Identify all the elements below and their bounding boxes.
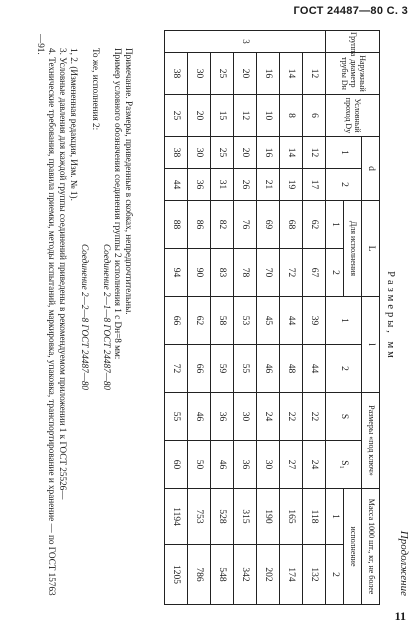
table-cell: 44 (280, 297, 303, 345)
table-cell: 202 (257, 545, 280, 605)
notes-block (35, 34, 134, 600)
table-cell: 72 (165, 345, 188, 393)
col-mass-2: 2 (326, 545, 344, 605)
table-cell: 14 (280, 53, 303, 95)
table-cell: 86 (188, 201, 211, 249)
table-cell: 72 (280, 249, 303, 297)
table-row (280, 31, 303, 605)
table-cell: 46 (188, 393, 211, 441)
table-cell: 55 (234, 345, 257, 393)
table-cell: 83 (211, 249, 234, 297)
col-l-1: 1 (326, 297, 362, 345)
table-cell: 53 (234, 297, 257, 345)
table-cell: 17 (303, 169, 326, 201)
note-same: То же, исполнения 2: (91, 48, 101, 131)
table-cell: 30 (188, 137, 211, 169)
table-row (234, 31, 257, 605)
table-cell: 90 (188, 249, 211, 297)
table-cell: 30 (188, 53, 211, 95)
table-cell: 44 (303, 345, 326, 393)
table-cell: 25 (211, 53, 234, 95)
col-l: l (362, 297, 380, 393)
col-mass: Масса 1000 шт., кг, не более (362, 489, 380, 605)
col-L-1: 1 (326, 201, 344, 249)
table-cell: 12 (234, 95, 257, 137)
table-cell: 60 (165, 441, 188, 489)
table-cell: 55 (165, 393, 188, 441)
table-cell: 44 (165, 169, 188, 201)
table-row (257, 31, 280, 605)
col-L-2: 2 (326, 249, 344, 297)
table-cell: 19 (280, 169, 303, 201)
group-cell: 3 (165, 31, 326, 53)
table-cell: 22 (280, 393, 303, 441)
table-cell: 12 (303, 53, 326, 95)
table-cell: 78 (234, 249, 257, 297)
dimensions-table (164, 30, 380, 605)
table-cell: 68 (280, 201, 303, 249)
designation-1: Соединение 2—1—8 ГОСТ 24487—80 (102, 243, 112, 391)
table-cell: 36 (188, 169, 211, 201)
col-mass-1: 1 (326, 489, 344, 545)
col-group: Группа (326, 31, 380, 53)
table-cell: 528 (211, 489, 234, 545)
table-cell: 24 (257, 393, 280, 441)
table-cell: 30 (234, 393, 257, 441)
table-cell: 31 (211, 169, 234, 201)
table-cell: 10 (257, 95, 280, 137)
table-cell: 59 (211, 345, 234, 393)
col-nominal-bore: Условный проход Dу (326, 95, 380, 137)
table-cell: 76 (234, 201, 257, 249)
table-cell: 94 (165, 249, 188, 297)
table-cell: 62 (303, 201, 326, 249)
table-cell: 16 (257, 137, 280, 169)
col-S1: S₁ (326, 441, 362, 489)
table-cell: 39 (303, 297, 326, 345)
page-header: ГОСТ 24487—80 С. 3 (293, 5, 408, 17)
table-cell: 58 (211, 297, 234, 345)
table-row (211, 31, 234, 605)
table-cell: 27 (280, 441, 303, 489)
table-cell: 24 (303, 441, 326, 489)
col-L: L (362, 201, 380, 297)
table-cell: 20 (188, 95, 211, 137)
table-cell: 16 (257, 53, 280, 95)
table-cell: 46 (211, 441, 234, 489)
table-cell: 25 (165, 95, 188, 137)
table-cell: 36 (234, 441, 257, 489)
designation-2: Соединение 2—2—8 ГОСТ 24487—80 (80, 243, 90, 391)
table-cell: 66 (188, 345, 211, 393)
note-example: Пример условного обозначения соединения группы 2 исполнения 1 с Dн=8 мм: (113, 48, 123, 360)
col-outer-diameter: Наружный диаметр трубы Dн (326, 53, 380, 95)
table-cell: 190 (257, 489, 280, 545)
table-cell: 82 (211, 201, 234, 249)
continuation-label: Продолжение (398, 530, 410, 596)
col-L-sub: Для исполнения (344, 201, 362, 297)
table-cell: 20 (234, 53, 257, 95)
table-cell: 132 (303, 545, 326, 605)
table-cell: 26 (234, 169, 257, 201)
col-wrench: Размеры «под ключ» (362, 393, 380, 489)
table-cell: 62 (188, 297, 211, 345)
clause-3: 3. Условные давления для каждой группы соединений приведены в рекомендуемом приложении 1 к ГОСТ 25526— (58, 48, 68, 500)
col-mass-sub: исполнение (344, 489, 362, 605)
table-title: Размеры, мм (385, 271, 396, 361)
table-row (303, 31, 326, 605)
clause-4: 4. Технические требования, правила приемки, методы испытаний, маркировка, упаковка, транспортирование и хранение — по ГОСТ 15763—91. (36, 34, 57, 596)
table-cell: 12 (303, 137, 326, 169)
table-cell: 786 (188, 545, 211, 605)
col-d-2: 2 (326, 169, 362, 201)
table-cell: 30 (257, 441, 280, 489)
table-cell: 48 (280, 345, 303, 393)
col-d: d (362, 137, 380, 201)
table-cell: 342 (234, 545, 257, 605)
table-cell: 69 (257, 201, 280, 249)
col-S: S (326, 393, 362, 441)
table-cell: 70 (257, 249, 280, 297)
table-cell: 6 (303, 95, 326, 137)
table-cell: 20 (234, 137, 257, 169)
table-cell: 25 (211, 137, 234, 169)
table-cell: 1205 (165, 545, 188, 605)
table-cell: 174 (280, 545, 303, 605)
table-cell: 88 (165, 201, 188, 249)
table-cell: 118 (303, 489, 326, 545)
table-cell: 46 (257, 345, 280, 393)
table-cell: 753 (188, 489, 211, 545)
table-cell: 14 (280, 137, 303, 169)
note-amendment: 1, 2. (Измененная редакция, Изм. № 1). (69, 48, 79, 201)
table-cell: 22 (303, 393, 326, 441)
table-cell: 38 (165, 53, 188, 95)
table-cell: 15 (211, 95, 234, 137)
table-cell: 66 (165, 297, 188, 345)
page-number: 11 (394, 609, 406, 623)
table-row (165, 31, 188, 605)
table-cell: 21 (257, 169, 280, 201)
table-row (188, 31, 211, 605)
table-cell: 38 (165, 137, 188, 169)
table-cell: 1194 (165, 489, 188, 545)
table-cell: 67 (303, 249, 326, 297)
note-sizes: Примечание. Размеры, приведенные в скобках, непредпочтительны. (124, 48, 134, 315)
table-cell: 8 (280, 95, 303, 137)
table-cell: 50 (188, 441, 211, 489)
table-cell: 45 (257, 297, 280, 345)
table-cell: 36 (211, 393, 234, 441)
table-cell: 548 (211, 545, 234, 605)
table-cell: 315 (234, 489, 257, 545)
col-l-2: 2 (326, 345, 362, 393)
rotated-content (10, 30, 410, 602)
table-cell: 165 (280, 489, 303, 545)
col-d-1: 1 (326, 137, 362, 169)
